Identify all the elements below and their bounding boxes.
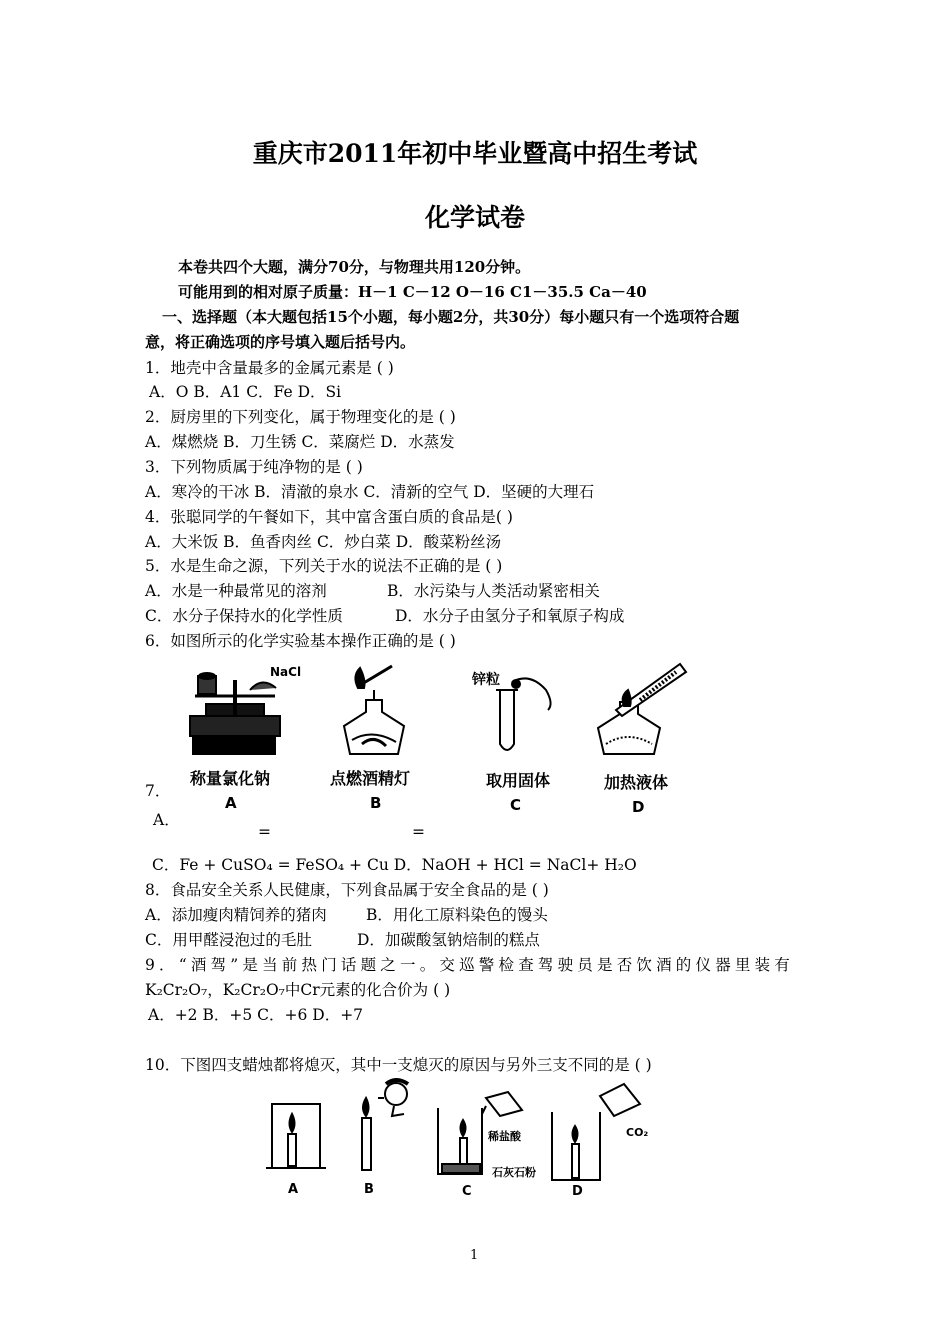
figure-letter-d: D	[632, 798, 645, 816]
question-7-number: 7．	[145, 782, 171, 800]
candle-letter-b: B	[364, 1182, 374, 1197]
candle-a-illustration	[266, 1104, 326, 1168]
question-9-line-2: K₂Cr₂O₇，K₂Cr₂O₇中Cr元素的化合价为 ( )	[145, 981, 451, 999]
page-subtitle: 化学试卷	[424, 203, 525, 232]
candle-letter-a: A	[288, 1182, 299, 1197]
figure-caption-c: 取用固体	[486, 771, 551, 790]
nacl-label: NaCl	[270, 665, 302, 679]
limestone-label: 石灰石粉	[492, 1166, 536, 1179]
intro-line-2: 可能用到的相对原子质量：H－1 C－12 O－16 C1－35.5 Ca－40	[178, 283, 647, 301]
zinc-label: 锌粒	[472, 672, 500, 688]
question-3-options: A．寒冷的干冰 B．清澈的泉水 C．清新的空气 D．坚硬的大理石	[145, 483, 595, 501]
page-number: 1	[470, 1248, 479, 1263]
question-5-option-a: A．水是一种最常见的溶剂	[145, 582, 327, 600]
question-4: 4．张聪同学的午餐如下，其中富含蛋白质的食品是( )	[145, 508, 513, 526]
question-1-options: A．O B．A1 C．Fe D．Si	[149, 383, 342, 401]
question-5: 5．水是生命之源，下列关于水的说法不正确的是 ( )	[145, 557, 503, 575]
co2-label: CO₂	[626, 1126, 649, 1139]
question-2-options: A．煤燃烧 B．刀生锈 C．菜腐烂 D．水蒸发	[145, 433, 455, 451]
question-5-option-b: B．水污染与人类活动紧密相关	[387, 582, 600, 600]
question-8-option-a: A．添加瘦肉精饲养的猪肉	[145, 906, 327, 924]
question-7-option-a: A．	[153, 811, 180, 829]
question-4-options: A．大米饭 B．鱼香肉丝 C．炒白菜 D．酸菜粉丝汤	[145, 533, 502, 551]
figure-caption-b: 点燃酒精灯	[330, 769, 411, 788]
page-title: 重庆市2011年初中毕业暨高中招生考试	[252, 139, 698, 168]
question-5-option-d: D．水分子由氢分子和氧原子构成	[395, 607, 625, 625]
candle-letter-c: C	[462, 1184, 472, 1199]
question-7-equals-1: =	[258, 823, 271, 841]
question-9-options: A．+2 B．+5 C．+6 D．+7	[148, 1006, 364, 1024]
figure-letter-c: C	[510, 796, 522, 814]
question-8-option-c: C．用甲醛浸泡过的毛肚	[145, 931, 312, 949]
figure-caption-d: 加热液体	[604, 773, 669, 792]
figure-letter-b: B	[370, 794, 382, 812]
question-1: 1．地壳中含量最多的金属元素是 ( )	[145, 359, 394, 377]
candle-b-illustration	[362, 1080, 408, 1170]
candle-letter-d: D	[572, 1184, 583, 1199]
figure-letter-a: A	[225, 794, 237, 812]
section-heading-line-1: 一、选择题（本大题包括15个小题，每小题2分，共30分）每小题只有一个选项符合题	[162, 308, 740, 326]
question-3: 3．下列物质属于纯净物的是 ( )	[145, 458, 363, 476]
acid-label: 稀盐酸	[488, 1130, 521, 1143]
question-10: 10．下图四支蜡烛都将熄灭，其中一支熄灭的原因与另外三支不同的是 ( )	[145, 1056, 652, 1074]
question-8: 8．食品安全关系人民健康，下列食品属于安全食品的是 ( )	[145, 881, 549, 899]
figure-caption-a: 称量氯化钠	[190, 769, 271, 788]
question-8-option-d: D．加碳酸氢钠焙制的糕点	[357, 931, 540, 949]
question-9-line-1: 9．“酒驾”是当前热门话题之一。交巡警检查驾驶员是否饮酒的仪器里装有	[145, 956, 795, 974]
question-2: 2．厨房里的下列变化，属于物理变化的是 ( )	[145, 408, 456, 426]
question-7-options-cd: C．Fe + CuSO₄ = FeSO₄ + Cu D．NaOH + HCl = NaCl+ H₂O	[152, 856, 637, 874]
question-6: 6．如图所示的化学实验基本操作正确的是 ( )	[145, 632, 456, 650]
question-7-equals-2: =	[412, 823, 425, 841]
question-8-option-b: B．用化工原料染色的馒头	[366, 906, 548, 924]
intro-line-1: 本卷共四个大题，满分70分，与物理共用120分钟。	[178, 258, 531, 276]
section-heading-line-2: 意，将正确选项的序号填入题后括号内。	[145, 333, 416, 351]
question-5-option-c: C．水分子保持水的化学性质	[145, 607, 343, 625]
